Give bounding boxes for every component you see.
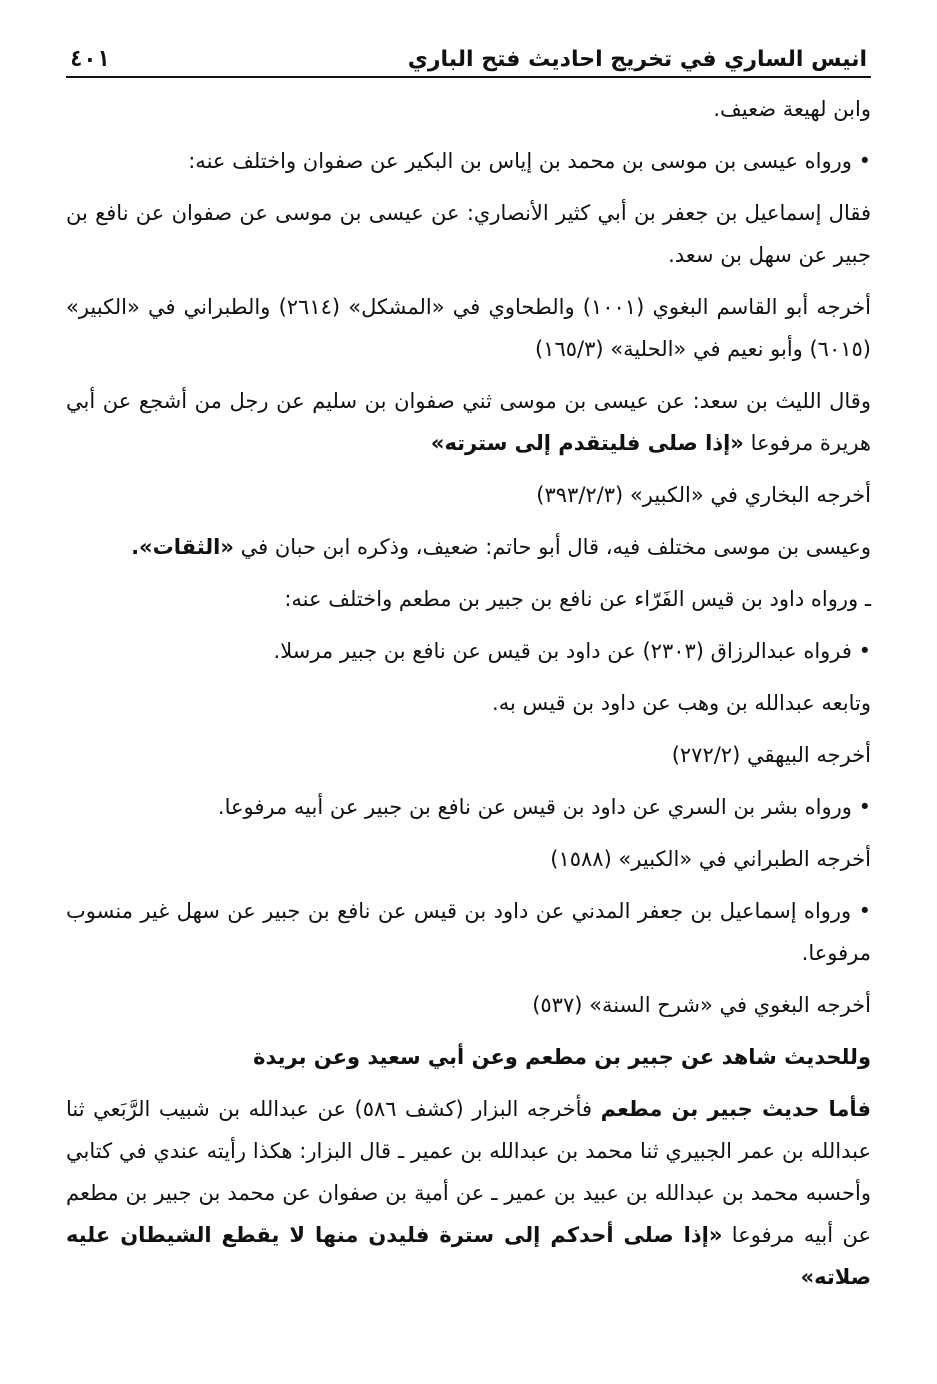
- bullet-icon: [859, 899, 871, 923]
- page-body: [66, 88, 871, 1298]
- paragraph: أخرجه الطبراني في «الكبير» (١٥٨٨): [550, 847, 871, 871]
- paragraph: أخرجه أبو القاسم البغوي (١٠٠١) والطحاوي في «المشكل» (٢٦١٤) والطبراني في «الكبير» (٦٠١٥) وأبو نعيم في «الحلية» (١٦٥/٣): [66, 295, 871, 361]
- hadith-quote: «إذا صلى أحدكم إلى سترة فليدن منها لا يقطع الشيطان عليه صلاته»: [66, 1223, 871, 1289]
- book-title: انيس الساري في تخريج احاديث فتح الباري: [407, 47, 867, 72]
- paragraph: فقال إسماعيل بن جعفر بن أبي كثير الأنصاري: عن عيسى بن موسى عن صفوان عن نافع بن جبير عن سهل بن سعد.: [66, 201, 871, 267]
- section-heading: وللحديث شاهد عن جبير بن مطعم وعن أبي سعيد وعن بريدة: [253, 1045, 871, 1069]
- paragraph: • فرواه عبدالرزاق (٢٣٠٣) عن داود بن قيس عن نافع بن جبير مرسلا.: [66, 630, 871, 672]
- paragraph: أخرجه البخاري في «الكبير» (٣٩٣/٢/٣): [536, 483, 871, 507]
- paragraph: • ورواه عيسى بن موسى بن محمد بن إياس بن البكير عن صفوان واختلف عنه:: [66, 140, 871, 182]
- bullet-icon: [859, 639, 871, 663]
- paragraph: • ورواه إسماعيل بن جعفر المدني عن داود بن قيس عن نافع بن جبير عن سهل غير منسوب مرفوعا.: [66, 890, 871, 974]
- paragraph: أخرجه البيهقي (٢٧٢/٢): [671, 743, 871, 767]
- paragraph: فأما حديث جبير بن مطعم فأخرجه البزار (كشف ٥٨٦) عن عبدالله بن شبيب الرَّبَعي ثنا عبدالله بن عمر الجبيري ثنا محمد بن عبدالله بن عمير ـ قال البزار: هكذا رأيته عندي في كتابي وأحسبه محمد بن عبدالله بن عبيد بن عمير ـ عن أمية بن صفوان عن محمد بن جبير بن مطعم عن أبيه مرفوعا «إذا صلى أحدكم إلى سترة فليدن منها لا يقطع الشيطان عليه صلاته»: [66, 1097, 872, 1289]
- book-reference: «الثقات».: [131, 535, 234, 559]
- paragraph: • ورواه بشر بن السري عن داود بن قيس عن نافع بن جبير عن أبيه مرفوعا.: [66, 786, 871, 828]
- paragraph: وعيسى بن موسى مختلف فيه، قال أبو حاتم: ضعيف، وذكره ابن حبان في «الثقات».: [131, 535, 871, 559]
- paragraph: ـ ورواه داود بن قيس الفَرّاء عن نافع بن جبير بن مطعم واختلف عنه:: [284, 587, 871, 611]
- running-header: [66, 36, 871, 78]
- paragraph: وابن لهيعة ضعيف.: [713, 97, 871, 121]
- bullet-icon: [859, 149, 871, 173]
- page-number: ٤٠١: [70, 47, 110, 72]
- lead-in: فأما حديث جبير بن مطعم: [600, 1097, 871, 1121]
- paragraph: أخرجه البغوي في «شرح السنة» (٥٣٧): [532, 993, 871, 1017]
- hadith-quote: «إذا صلى فليتقدم إلى سترته»: [430, 431, 744, 455]
- bullet-icon: [859, 795, 871, 819]
- paragraph: وتابعه عبدالله بن وهب عن داود بن قيس به.: [492, 691, 871, 715]
- paragraph: وقال الليث بن سعد: عن عيسى بن موسى ثني صفوان بن سليم عن رجل من أشجع عن أبي هريرة مرفوعا «إذا صلى فليتقدم إلى سترته»: [66, 389, 871, 455]
